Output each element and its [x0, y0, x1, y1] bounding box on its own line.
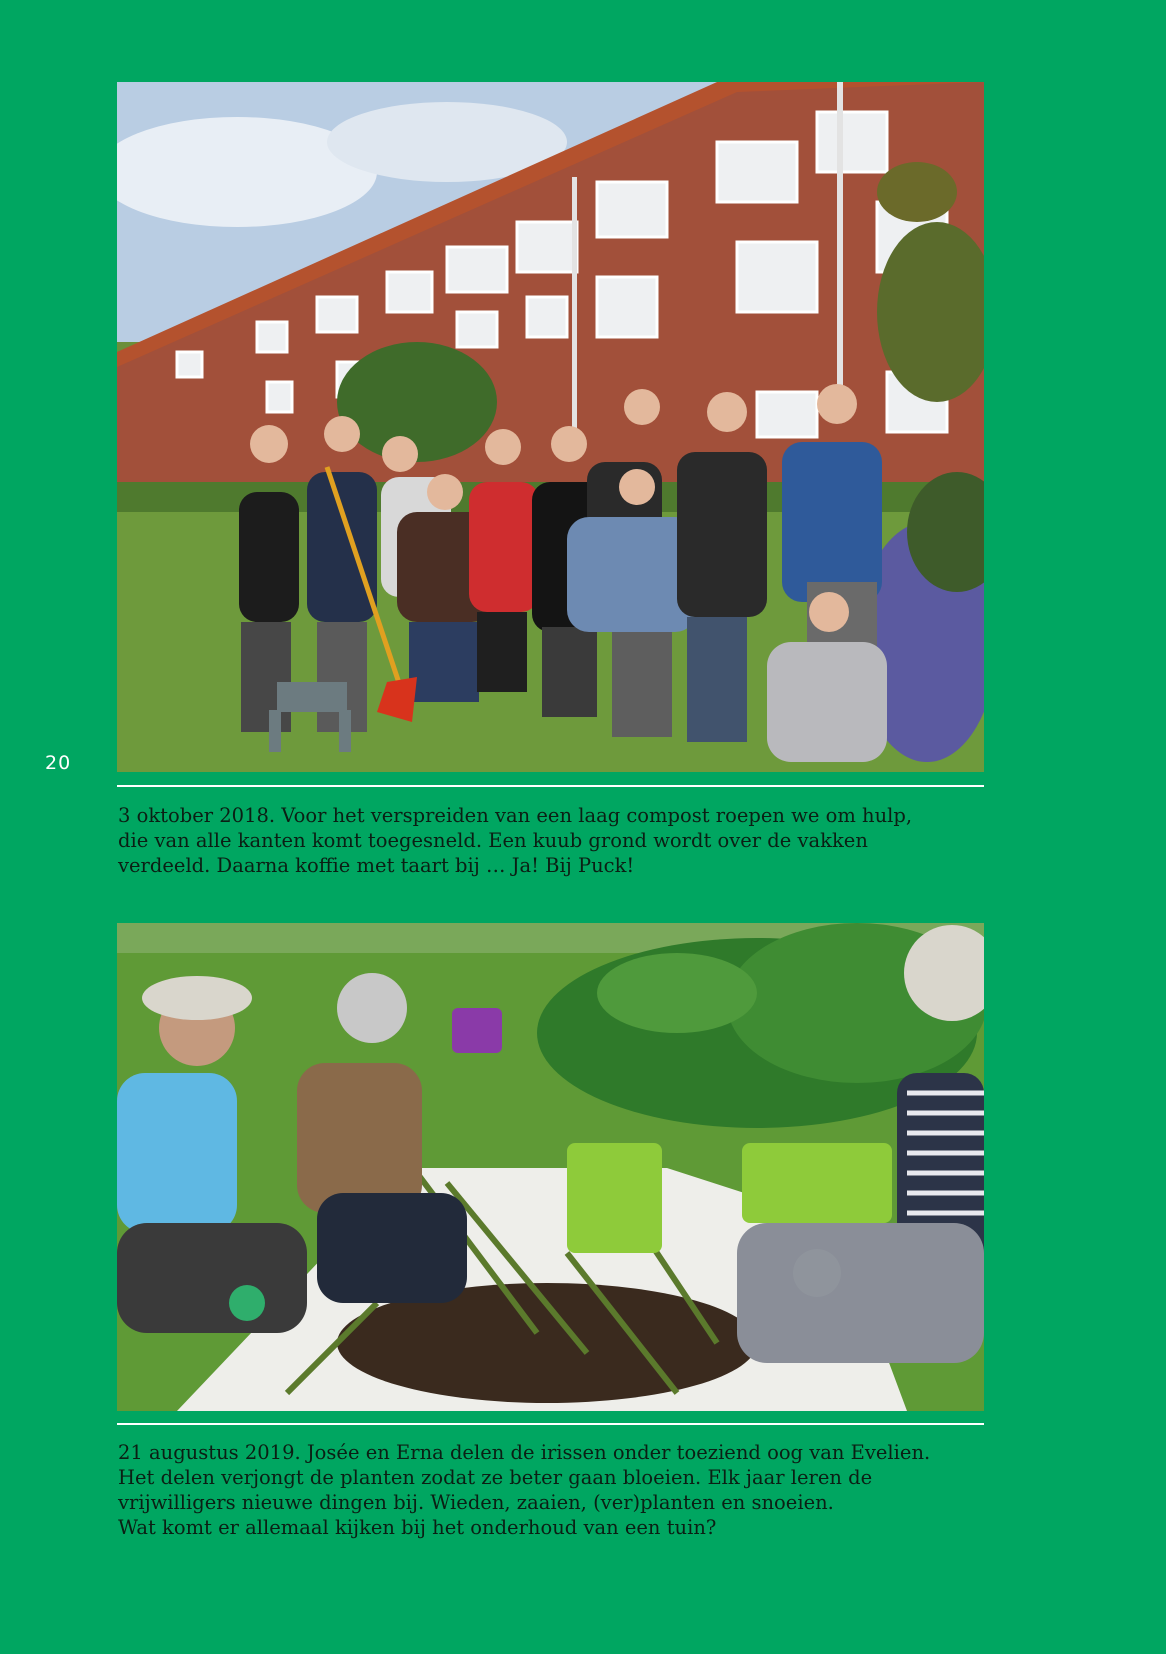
- volunteer-group-photo: [117, 82, 984, 772]
- photo-caption: [118, 1440, 998, 1540]
- dividing-irises-photo: [117, 923, 984, 1411]
- caption-line: 21 augustus 2019. Josée en Erna delen de irissen onder toeziend oog van Evelien.: [118, 1441, 931, 1464]
- volunteer-group-illustration: [117, 82, 984, 772]
- page-number: 20: [45, 752, 72, 774]
- caption-line: 3 oktober 2018. Voor het verspreiden van een laag compost roepen we om hulp,: [118, 804, 913, 827]
- caption-line: Het delen verjongt de planten zodat ze beter gaan bloeien. Elk jaar leren de: [118, 1466, 873, 1489]
- photo-caption: [118, 803, 998, 878]
- caption-divider: [117, 1423, 984, 1425]
- caption-line: vrijwilligers nieuwe dingen bij. Wieden, zaaien, (ver)planten en snoeien.: [118, 1491, 834, 1514]
- caption-divider: [117, 785, 984, 787]
- dividing-irises-illustration: [117, 923, 984, 1411]
- caption-line: verdeeld. Daarna koffie met taart bij … Ja! Bij Puck!: [118, 854, 635, 877]
- caption-line: die van alle kanten komt toegesneld. Een kuub grond wordt over de vakken: [118, 829, 868, 852]
- caption-line: Wat komt er allemaal kijken bij het onderhoud van een tuin?: [118, 1516, 717, 1539]
